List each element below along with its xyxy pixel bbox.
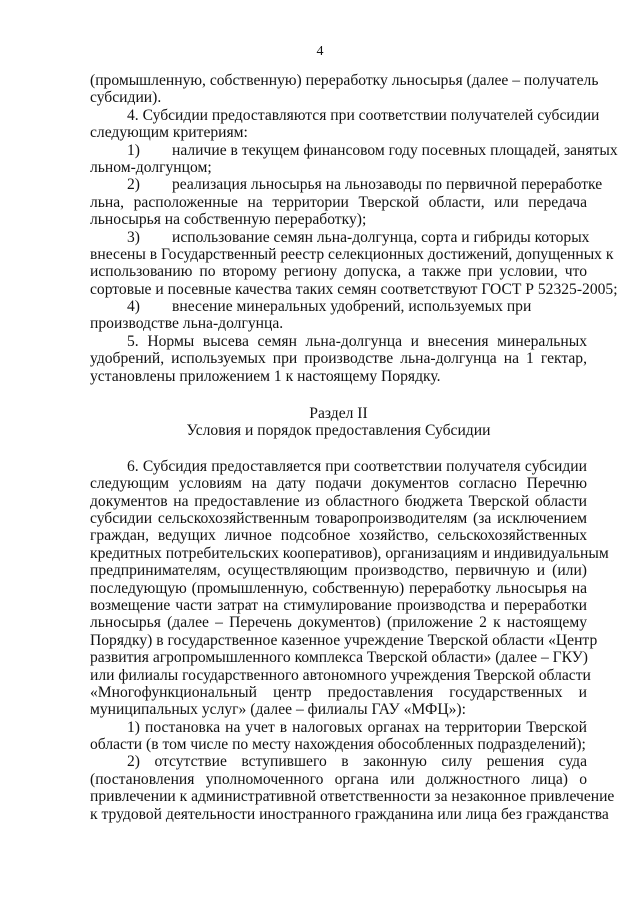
item-text: наличие в текущем финансовом году посевных площадей, занятых <box>172 141 618 159</box>
text-line: производстве льна-долгунца. <box>90 315 284 333</box>
text-line: кредитных потребительских кооперативов), организациям и индивидуальным <box>90 544 609 562</box>
item-number: 1) <box>127 141 140 159</box>
text-line: (постановления уполномоченного органа или должностного лица) о <box>90 770 587 788</box>
document-body <box>90 72 618 823</box>
text-line: льносырья на собственную переработку); <box>90 211 367 229</box>
text-line: субсидии сельскохозяйственным товаропроизводителям (за исключением <box>90 509 587 527</box>
text-line: сортовые и посевные качества таких семян соответствуют ГОСТ Р 52325-2005; <box>90 280 618 298</box>
text-line: документов на предоставление из областного бюджета Тверской области <box>90 492 587 510</box>
text-line: Порядку) в государственное казенное учреждение Тверской области «Центр <box>90 631 598 649</box>
text-line: муниципальных услуг» (далее – филиалы ГАУ «МФЦ»): <box>90 701 466 719</box>
text-line: льна, расположенные на территории Тверской области, или передача <box>90 193 587 211</box>
criterion-1 <box>90 141 618 159</box>
item-text: внесение минеральных удобрений, используемых при <box>172 298 532 316</box>
text-line: к трудовой деятельности иностранного гражданина или лица без гражданства <box>90 805 609 823</box>
text-line: следующим условиям на дату подачи документов согласно Перечню <box>90 475 587 493</box>
item-number: 2) <box>127 176 140 194</box>
text-line: внесены в Государственный реестр селекционных достижений, допущенных к <box>90 245 614 263</box>
text-line: (промышленную, собственную) переработку льносырья (далее – получатель <box>90 72 599 89</box>
text-line: льном-долгунцом; <box>90 158 212 176</box>
text-line: привлечении к административной ответственности за незаконное привлечение <box>90 788 615 806</box>
text-line: возмещение части затрат на стимулирование производства и переработки <box>90 596 587 614</box>
text-line: последующую (промышленную, собственную) переработку льносырья на <box>90 579 587 597</box>
item-text: реализация льносырья на льнозаводы по первичной переработке <box>172 176 603 194</box>
text-line: предпринимателям, осуществляющим производство, первичную и (или) <box>90 562 587 580</box>
section-heading: Раздел II <box>309 405 368 423</box>
text-line: установлены приложением 1 к настоящему Порядку. <box>90 367 441 385</box>
condition-1: 1) постановка на учет в налоговых органах на территории Тверской <box>127 718 587 736</box>
item-text: использование семян льна-долгунца, сорта и гибриды которых <box>172 228 590 246</box>
text-line: граждан, ведущих личное подсобное хозяйство, сельскохозяйственных <box>90 527 587 545</box>
text-line: субсидии). <box>90 89 162 107</box>
condition-2: 2) отсутствие вступившего в законную силу решения суда <box>127 753 587 771</box>
item-number: 4) <box>127 298 140 316</box>
text-line: области (в том числе по месту нахождения обособленных подразделений); <box>90 736 586 754</box>
clause-5: 5. Нормы высева семян льна-долгунца и внесения минеральных <box>127 332 587 350</box>
text-line: следующим критериям: <box>90 124 248 142</box>
clause-6: 6. Субсидия предоставляется при соответствии получателя субсидии <box>127 457 587 475</box>
page-number: 4 <box>316 44 324 59</box>
section-title: Условия и порядок предоставления Субсидии <box>186 422 491 440</box>
text-line: «Многофункциональный центр предоставления государственных и <box>90 683 587 701</box>
text-line: развития агропромышленного комплекса Тверской области» (далее – ГКУ) <box>90 649 588 667</box>
text-line: удобрений, используемых при производстве льна-долгунца на 1 гектар, <box>90 350 587 368</box>
text-line: или филиалы государственного автономного учреждения Тверской области <box>90 666 591 684</box>
item-number: 3) <box>127 228 140 246</box>
criterion-4 <box>90 298 587 315</box>
criterion-3 <box>90 228 590 246</box>
criterion-2 <box>90 176 603 194</box>
text-line: использованию по второму региону допуска, а также при условии, что <box>90 263 587 281</box>
clause-4: 4. Субсидии предоставляются при соответствии получателей субсидии <box>127 106 600 124</box>
text-line: льносырья (далее – Перечень документов) (приложение 2 к настоящему <box>90 614 587 632</box>
